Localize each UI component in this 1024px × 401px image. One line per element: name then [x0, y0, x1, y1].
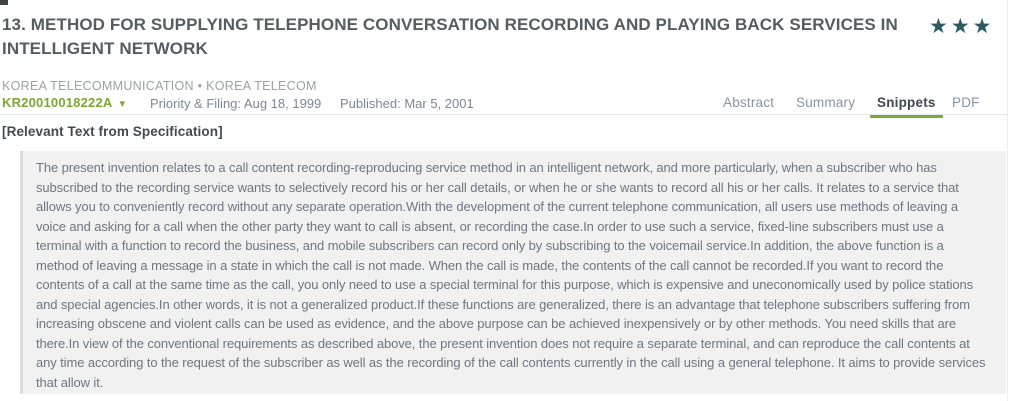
- tab-pdf[interactable]: PDF: [952, 95, 980, 110]
- tab-abstract[interactable]: Abstract: [723, 95, 775, 110]
- specification-snippet-text: The present invention relates to a call content recording-reproducing service method in an intelligent network, and more particularly, when a subscriber who has subscribed to the recording service wants to selectively record his or her call details, or when he or she wants to record all his or her calls. It relates to a service that allows you to conveniently record without any separate operation.With the development of the current telephone communication, all users use methods of leaving a voice and asking for a call when the other party they want to call is absent, or recording the case.In order to use such a service, fixed-line subscribers must use a terminal with a function to record the business, and mobile subscribers can record only by subscribing to the voicemail service.In addition, the above function is a method of leaving a message in a state in which the call is not made. When the call is made, the contents of the call cannot be recorded.If you want to record the contents of a call at the same time as the call, you only need to use a special terminal for this purpose, which is expensive and uneconomically used by police stations and special agencies.In other words, it is not a generalized product.If these functions are generalized, there is an advantage that telephone subscribers suffering from increasing obscene and violent calls can be used as evidence, and the above purpose can be achieved inexpensively or by other methods. You need skills that are there.In view of the conventional requirements as described above, the present invention does not require a separate terminal, and can reproduce the call contents at any time according to the request of the subscriber as well as the recording of the call contents currently in the call using a general telephone. It aims to provide services that allow it.: [36, 160, 986, 390]
- tab-snippets[interactable]: Snippets: [877, 95, 936, 110]
- chevron-down-icon[interactable]: ▾: [119, 98, 126, 110]
- specification-snippet-panel: [20, 151, 1006, 394]
- star-icon[interactable]: ★: [929, 15, 951, 38]
- cropped-content-artifact: [0, 0, 8, 5]
- published-date: Published: Mar 5, 2001: [340, 96, 474, 111]
- priority-filing-date: Priority & Filing: Aug 18, 1999: [150, 96, 322, 111]
- tab-summary[interactable]: Summary: [796, 95, 856, 110]
- assignee-names: KOREA TELECOMMUNICATION • KOREA TELECOM: [2, 79, 317, 93]
- star-icon[interactable]: ★: [950, 15, 973, 38]
- patent-result-title[interactable]: 13. METHOD FOR SUPPLYING TELEPHONE CONVERSATION RECORDING AND PLAYING BACK SERVICES IN INTELLIGENT NETWORK: [2, 15, 898, 58]
- patent-number-dropdown[interactable]: [2, 95, 125, 110]
- rating-stars[interactable]: [929, 14, 994, 39]
- card-right-edge: [1007, 0, 1008, 401]
- star-icon[interactable]: ★: [972, 15, 995, 38]
- snippets-section-heading: [Relevant Text from Specification]: [2, 124, 223, 139]
- patent-number-label[interactable]: KR20010018222A: [2, 95, 113, 110]
- header-divider: [0, 114, 1007, 115]
